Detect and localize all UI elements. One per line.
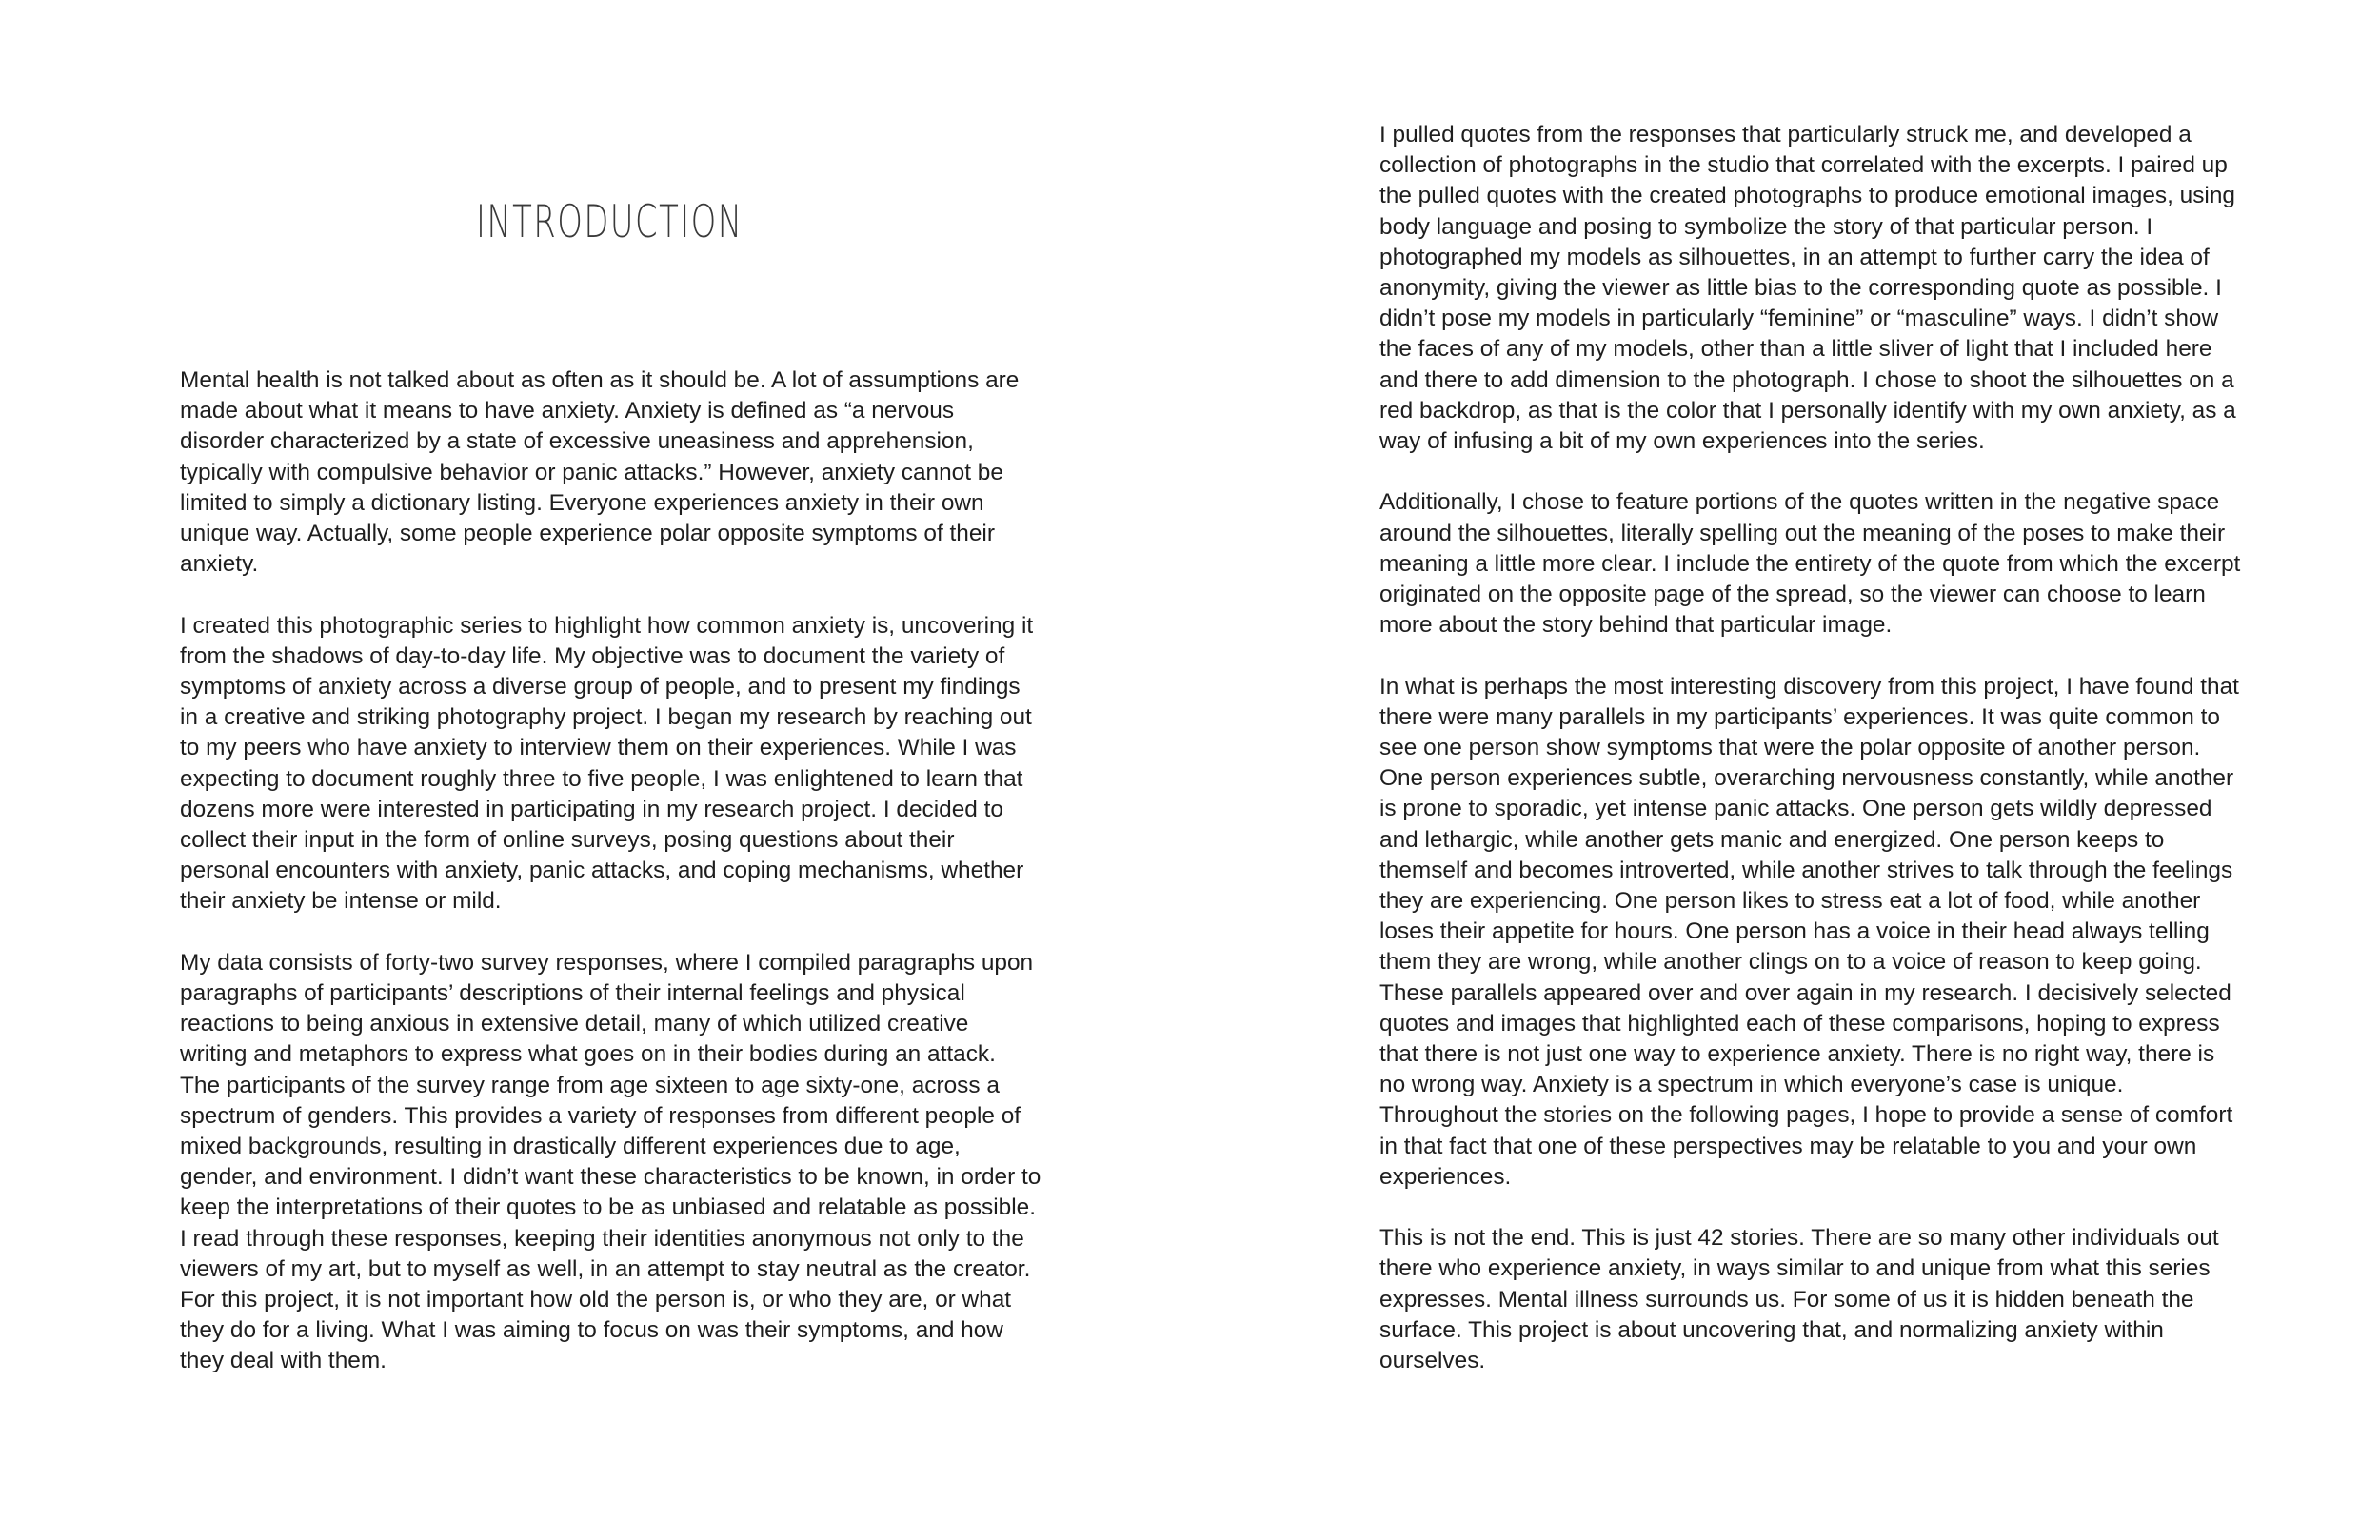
paragraph: In what is perhaps the most interesting discovery from this project, I have found that there were many parallels in my participants’ experiences. It was quite common to see one person show symptoms that were the polar opposite of another person. One person experiences subtle, overarching nervousness constantly, while another is prone to sporadic, yet intense panic attacks. One person gets wildly depressed and lethargic, while another gets manic and energized. One person keeps to themself and becomes introverted, while another strives to talk through the feelings they are experiencing. One person likes to stress eat a lot of food, while another loses their appetite for hours. One person has a voice in their head always telling them they are wrong, while another clings on to a voice of reason to keep going. These parallels appeared over and over again in my research. I decisively selected quotes and images that highlighted each of these comparisons, hoping to express that there is not just one way to experience anxiety. There is no right way, there is no wrong way. Anxiety is a spectrum in which everyone’s case is unique. Throughout the stories on the following pages, I hope to provide a sense of comfort in that fact that one of these perspectives may be relatable to you and your own experiences. [1379, 673, 2239, 1190]
paragraph: My data consists of forty-two survey responses, where I compiled paragraphs upon paragraphs of participants’ descriptions of their internal feelings and physical reactions to being anxious in extensive detail, many of which utilized creative writing and metaphors to express what goes on in their bodies during an attack. The participants of the survey range from age sixteen to age sixty-one, across a spectrum of genders. This provides a variety of responses from different people of mixed backgrounds, resulting in drastically different experiences due to age, gender, and environment. I didn’t want these characteristics to be known, in order to keep the interpretations of their quotes to be as unbiased and relatable as possible. I read through these responses, keeping their identities anonymous not only to the viewers of my art, but to myself as well, in an attempt to stay neutral as the creator. For this project, it is not important how old the person is, or who they are, or what they do for a living. What I was aiming to focus on was their symptoms, and how they deal with them. [180, 949, 1041, 1374]
left-page-text [180, 365, 1041, 1377]
paragraph: This is not the end. This is just 42 stories. There are so many other individuals out there who experience anxiety, in ways similar to and unique from what this series expresses. Mental illness surrounds us. For some of us it is hidden beneath the surface. This project is about uncovering that, and normalizing anxiety within ourselves. [1379, 1225, 2219, 1374]
paragraph: Mental health is not talked about as often as it should be. A lot of assumptions are made about what it means to have anxiety. Anxiety is defined as “a nervous disorder characterized by a state of excessive uneasiness and apprehension, typically with compulsive behavior or panic attacks.” However, anxiety cannot be limited to simply a dictionary listing. Everyone experiences anxiety in their own unique way. Actually, some people experience polar opposite symptoms of their anxiety. [180, 367, 1020, 578]
paragraph: I pulled quotes from the responses that particularly struck me, and developed a collection of photographs in the studio that correlated with the excerpts. I paired up the pulled quotes with the created photographs to produce emotional images, using body language and posing to symbolize the story of that particular person. I photographed my models as silhouettes, in an attempt to further carry the idea of anonymity, giving the viewer as little bias to the corresponding quote as possible. I didn’t pose my models in particularly “feminine” or “masculine” ways. I didn’t show the faces of any of my models, other than a little sliver of light that I included here and there to add dimension to the photograph. I chose to shoot the silhouettes on a red backdrop, as that is the color that I personally identify with my own anxiety, as a way of infusing a bit of my own experiences into the series. [1379, 122, 2236, 455]
paragraph: Additionally, I chose to feature portions of the quotes written in the negative space around the silhouettes, literally spelling out the meaning of the poses to make their meaning a little more clear. I include the entirety of the quote from which the excerpt originated on the opposite page of the spread, so the viewer can choose to learn more about the story behind that particular image. [1379, 489, 2241, 639]
paragraph: I created this photographic series to highlight how common anxiety is, uncovering it from the shadows of day-to-day life. My objective was to document the variety of symptoms of anxiety across a diverse group of people, and to present my findings in a creative and striking photography project. I began my research by reaching out to my peers who have anxiety to interview them on their experiences. While I was expecting to document roughly three to five people, I was enlightened to learn that dozens more were interested in participating in my research project. I decided to collect their input in the form of online surveys, posing questions about their personal encounters with anxiety, panic attacks, and coping mechanisms, whether their anxiety be intense or mild. [180, 612, 1034, 915]
page-title: INTRODUCTION [476, 196, 744, 248]
right-page-text [1379, 120, 2241, 1376]
